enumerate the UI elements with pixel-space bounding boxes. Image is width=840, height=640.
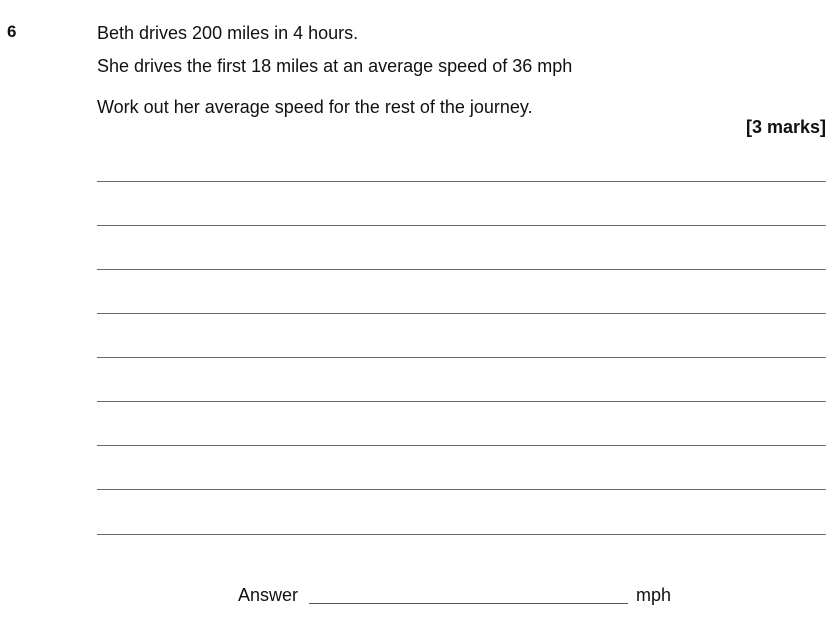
answer-label: Answer bbox=[238, 585, 299, 605]
working-line[interactable] bbox=[97, 489, 826, 490]
question-instruction: Work out her average speed for the rest of the journey. bbox=[97, 97, 533, 117]
working-line[interactable] bbox=[97, 313, 826, 314]
question-text-line-1: Beth drives 200 miles in 4 hours. bbox=[97, 23, 359, 43]
question-text-line-2: She drives the first 18 miles at an average speed of 36 mph bbox=[97, 56, 573, 76]
working-line[interactable] bbox=[97, 181, 826, 182]
working-line[interactable] bbox=[97, 357, 826, 358]
working-line[interactable] bbox=[97, 534, 826, 535]
working-line[interactable] bbox=[97, 225, 826, 226]
answer-unit: mph bbox=[636, 585, 672, 605]
working-line[interactable] bbox=[97, 445, 826, 446]
marks-label: [3 marks] bbox=[745, 117, 826, 137]
question-number: 6 bbox=[7, 22, 17, 41]
working-line[interactable] bbox=[97, 401, 826, 402]
answer-field[interactable] bbox=[309, 603, 628, 604]
working-line[interactable] bbox=[97, 269, 826, 270]
